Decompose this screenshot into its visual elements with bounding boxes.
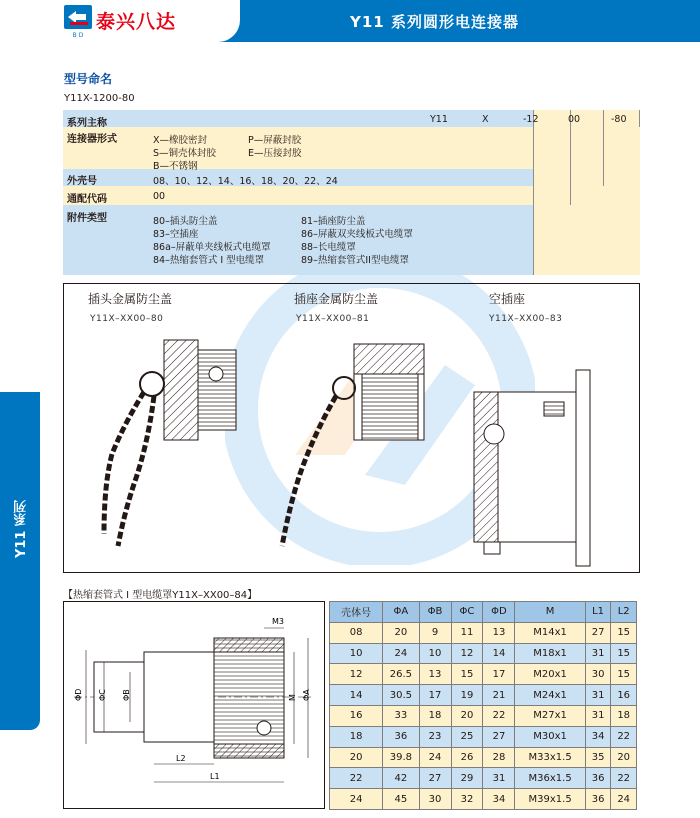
dim-m: M xyxy=(288,694,297,701)
cable-cover-drawing-panel xyxy=(63,601,325,809)
table-cell: 33 xyxy=(383,705,419,726)
form-item: S—铜壳体封胶 xyxy=(153,148,217,159)
table-cell: 26.5 xyxy=(383,664,419,685)
table-header-cell: ΦC xyxy=(451,602,483,623)
accessory-item: 86a–屏蔽单夹线板式电缆罩 xyxy=(153,242,271,253)
label-form: 连接器形式 xyxy=(67,134,117,145)
table-cell: M14x1 xyxy=(515,622,585,643)
table-cell: M24x1 xyxy=(515,685,585,706)
naming-row-adapter xyxy=(63,186,533,205)
accessory-item: 81–插座防尘盖 xyxy=(301,216,366,227)
table-cell: 15 xyxy=(451,664,483,685)
table-cell: 10 xyxy=(330,643,383,664)
label-shell: 外壳号 xyxy=(67,176,97,187)
table-cell: 13 xyxy=(419,664,451,685)
label-series: 系列主称 xyxy=(67,118,107,129)
table-cell: M36x1.5 xyxy=(515,768,585,789)
side-tab-label: Y11 系列 xyxy=(14,500,29,559)
drawing-code: Y11X–XX00–83 xyxy=(489,314,563,324)
drawing-code: Y11X–XX00–80 xyxy=(90,314,164,324)
table-cell: M27x1 xyxy=(515,705,585,726)
form-item: P—屏蔽封胶 xyxy=(248,135,302,146)
table-cell: 20 xyxy=(611,747,637,768)
dim-phi-d: ΦD xyxy=(74,688,83,701)
svg-text:B D: B D xyxy=(72,32,84,39)
table-cell: 35 xyxy=(585,747,611,768)
accessory-item: 80–插头防尘盖 xyxy=(153,216,218,227)
table-header-cell: M xyxy=(515,602,585,623)
table-cell: M30x1 xyxy=(515,726,585,747)
table-cell: 12 xyxy=(451,643,483,664)
shell-values: 08、10、12、14、16、18、20、22、24 xyxy=(153,176,338,187)
table-header-cell: 壳体号 xyxy=(330,602,383,623)
table-cell: 20 xyxy=(451,705,483,726)
form-item: X—橡胶密封 xyxy=(153,135,208,146)
table-cell: 22 xyxy=(611,726,637,747)
table-header-cell: L1 xyxy=(585,602,611,623)
naming-row-series xyxy=(63,110,533,127)
table-row xyxy=(330,643,637,664)
table-row xyxy=(330,685,637,706)
table-cell: 22 xyxy=(611,768,637,789)
table-cell: 24 xyxy=(611,789,637,810)
table-cell: 24 xyxy=(419,747,451,768)
table-row xyxy=(330,664,637,685)
drawings-illustration xyxy=(64,284,639,572)
drawing-label: 插座金属防尘盖 xyxy=(294,292,379,306)
table-cell: M33x1.5 xyxy=(515,747,585,768)
divider xyxy=(639,110,640,127)
table-cell: 31 xyxy=(585,705,611,726)
accessory-item: 86–屏蔽双夹线板式电缆罩 xyxy=(301,229,413,240)
table-row xyxy=(330,768,637,789)
naming-section-title: 型号命名 xyxy=(64,72,113,86)
table-cell: 31 xyxy=(585,685,611,706)
table-cell: 30 xyxy=(585,664,611,685)
table-cell: 9 xyxy=(419,622,451,643)
table-cell: 11 xyxy=(451,622,483,643)
table-header-cell: ΦB xyxy=(419,602,451,623)
table-cell: 27 xyxy=(483,726,515,747)
company-logo-icon xyxy=(64,5,92,39)
accessory-item: 84–热缩套管式 I 型电缆罩 xyxy=(153,255,265,266)
page-title: Y11 系列圆形电连接器 xyxy=(350,13,519,31)
form-item: E—压接封胶 xyxy=(248,148,302,159)
table-cell: M20x1 xyxy=(515,664,585,685)
table-cell: 32 xyxy=(451,789,483,810)
table-cell: 18 xyxy=(419,705,451,726)
table-cell: 15 xyxy=(611,643,637,664)
table-cell: 31 xyxy=(585,643,611,664)
dimension-table xyxy=(329,601,637,810)
table-cell: 10 xyxy=(419,643,451,664)
table-cell: 12 xyxy=(330,664,383,685)
table-header-cell: ΦD xyxy=(483,602,515,623)
segment-accessory: -80 xyxy=(611,114,627,125)
dim-phi-a: ΦA xyxy=(302,689,311,701)
table-cell: 27 xyxy=(419,768,451,789)
table-cell: 39.8 xyxy=(383,747,419,768)
table-cell: 14 xyxy=(330,685,383,706)
model-example: Y11X-1200-80 xyxy=(64,93,135,104)
dim-l2: L2 xyxy=(176,754,186,763)
table-row xyxy=(330,789,637,810)
table-cell: 08 xyxy=(330,622,383,643)
table-cell: 15 xyxy=(611,622,637,643)
table-cell: 34 xyxy=(585,726,611,747)
table-cell: 18 xyxy=(611,705,637,726)
label-accessory: 附件类型 xyxy=(67,213,107,224)
table-cell: 30 xyxy=(419,789,451,810)
accessory-item: 88–长电缆罩 xyxy=(301,242,356,253)
segment-form: X xyxy=(482,114,489,125)
divider xyxy=(533,110,534,275)
table-cell: 15 xyxy=(611,664,637,685)
accessory-drawings-panel xyxy=(63,283,640,573)
dim-l1: L1 xyxy=(210,772,220,781)
table-cell: 21 xyxy=(483,685,515,706)
segment-series: Y11 xyxy=(430,114,448,125)
table-cell: 28 xyxy=(483,747,515,768)
table-cell: 14 xyxy=(483,643,515,664)
dummy-receptacle-icon xyxy=(474,370,590,566)
table-cell: 23 xyxy=(419,726,451,747)
table-cell: 17 xyxy=(419,685,451,706)
table-header-row xyxy=(330,602,637,623)
table-cell: 18 xyxy=(330,726,383,747)
table-header-cell: ΦA xyxy=(383,602,419,623)
table-cell: M39x1.5 xyxy=(515,789,585,810)
dim-m3: M3 xyxy=(272,617,284,626)
table-cell: 42 xyxy=(383,768,419,789)
naming-row-accessory xyxy=(63,205,533,275)
drawing-label: 插头金属防尘盖 xyxy=(88,292,173,306)
table-cell: 19 xyxy=(451,685,483,706)
table-cell: 16 xyxy=(611,685,637,706)
table-row xyxy=(330,747,637,768)
table-cell: 31 xyxy=(483,768,515,789)
accessory-item: 83–空插座 xyxy=(153,229,199,240)
table-row xyxy=(330,726,637,747)
dim-phi-b: ΦB xyxy=(122,689,131,701)
table-cell: 26 xyxy=(451,747,483,768)
table-cell: 13 xyxy=(483,622,515,643)
table-cell: 16 xyxy=(330,705,383,726)
table-cell: 22 xyxy=(330,768,383,789)
table-cell: 27 xyxy=(585,622,611,643)
series-side-tab xyxy=(0,392,40,730)
label-adapter: 通配代码 xyxy=(67,194,107,205)
table-cell: 20 xyxy=(330,747,383,768)
dim-phi-c: ΦC xyxy=(98,689,107,701)
form-item: B—不锈钢 xyxy=(153,161,198,172)
table-row xyxy=(330,705,637,726)
page-header xyxy=(0,0,700,42)
table-cell: 30.5 xyxy=(383,685,419,706)
table-cell: 29 xyxy=(451,768,483,789)
table-cell: 20 xyxy=(383,622,419,643)
table-cell: 36 xyxy=(585,768,611,789)
segment-shell: -12 xyxy=(523,114,539,125)
adapter-value: 00 xyxy=(153,191,166,202)
table-header-cell: L2 xyxy=(611,602,637,623)
table-cell: 22 xyxy=(483,705,515,726)
brand-name: 泰兴八达 xyxy=(96,11,177,33)
drawing-code: Y11X–XX00–81 xyxy=(296,314,370,324)
drawing-label: 空插座 xyxy=(489,292,526,306)
plug-dust-cover-icon xyxy=(104,340,236,546)
table-cell: 25 xyxy=(451,726,483,747)
table-cell: 24 xyxy=(383,643,419,664)
divider xyxy=(603,110,604,186)
table-cell: 36 xyxy=(585,789,611,810)
table-cell: 45 xyxy=(383,789,419,810)
segment-adapter: 00 xyxy=(568,114,581,125)
accessory-item: 89–热缩套管式II型电缆罩 xyxy=(301,255,409,266)
cable-cover-illustration xyxy=(64,602,324,808)
receptacle-dust-cover-icon xyxy=(282,344,424,546)
table-cell: 17 xyxy=(483,664,515,685)
naming-table xyxy=(63,110,640,275)
table-cell: 36 xyxy=(383,726,419,747)
table-cell: 34 xyxy=(483,789,515,810)
cable-cover-caption: 【热缩套管式 I 型电缆罩Y11X–XX00–84】 xyxy=(63,590,258,601)
table-row xyxy=(330,622,637,643)
table-cell: 24 xyxy=(330,789,383,810)
table-cell: M18x1 xyxy=(515,643,585,664)
